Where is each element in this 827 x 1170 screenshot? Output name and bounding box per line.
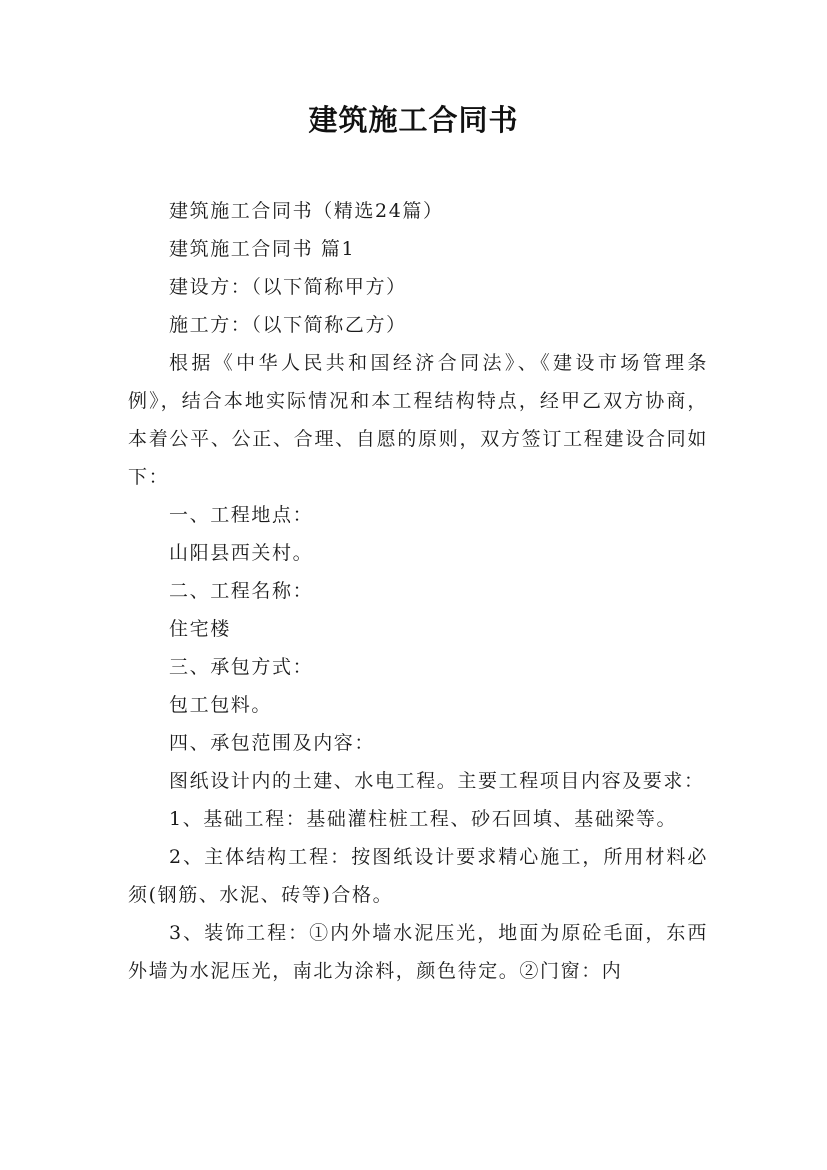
paragraph-clause-4-body: 图纸设计内的土建、水电工程。主要工程项目内容及要求： bbox=[169, 770, 705, 792]
document-body bbox=[128, 192, 708, 990]
paragraph-item-3: 3、装饰工程：①内外墙水泥压光，地面为原砼毛面，东西外墙为水泥压光，南北为涂料，颜色待定。②门窗：内 bbox=[128, 922, 708, 982]
paragraph-party-b: 施工方：（以下简称乙方） bbox=[169, 314, 407, 336]
paragraph-clause-3-heading: 三、承包方式： bbox=[169, 656, 314, 678]
paragraph-party-a: 建设方：（以下简称甲方） bbox=[169, 276, 407, 298]
paragraph-subtitle: 建筑施工合同书（精选24篇） bbox=[169, 200, 444, 222]
paragraph-clause-2-heading: 二、工程名称： bbox=[169, 580, 314, 602]
paragraph-clause-3-body: 包工包料。 bbox=[169, 694, 273, 716]
paragraph-preamble: 根据《中华人民共和国经济合同法》、《建设市场管理条例》，结合本地实际情况和本工程结构特点，经甲乙双方协商，本着公平、公正、合理、自愿的原则，双方签订工程建设合同如下： bbox=[128, 352, 708, 488]
paragraph-item-2: 2、主体结构工程：按图纸设计要求精心施工，所用材料必须(钢筋、水泥、砖等)合格。 bbox=[128, 846, 708, 906]
paragraph-clause-4-heading: 四、承包范围及内容： bbox=[169, 732, 376, 754]
paragraph-item-1: 1、基础工程：基础灌柱桩工程、砂石回填、基础梁等。 bbox=[169, 808, 678, 830]
document-title: 建筑施工合同书 bbox=[308, 103, 519, 137]
paragraph-clause-1-heading: 一、工程地点： bbox=[169, 504, 314, 526]
paragraph-section-heading: 建筑施工合同书 篇1 bbox=[169, 238, 356, 260]
paragraph-clause-1-body: 山阳县西关村。 bbox=[169, 542, 314, 564]
paragraph-clause-2-body: 住宅楼 bbox=[169, 618, 231, 640]
